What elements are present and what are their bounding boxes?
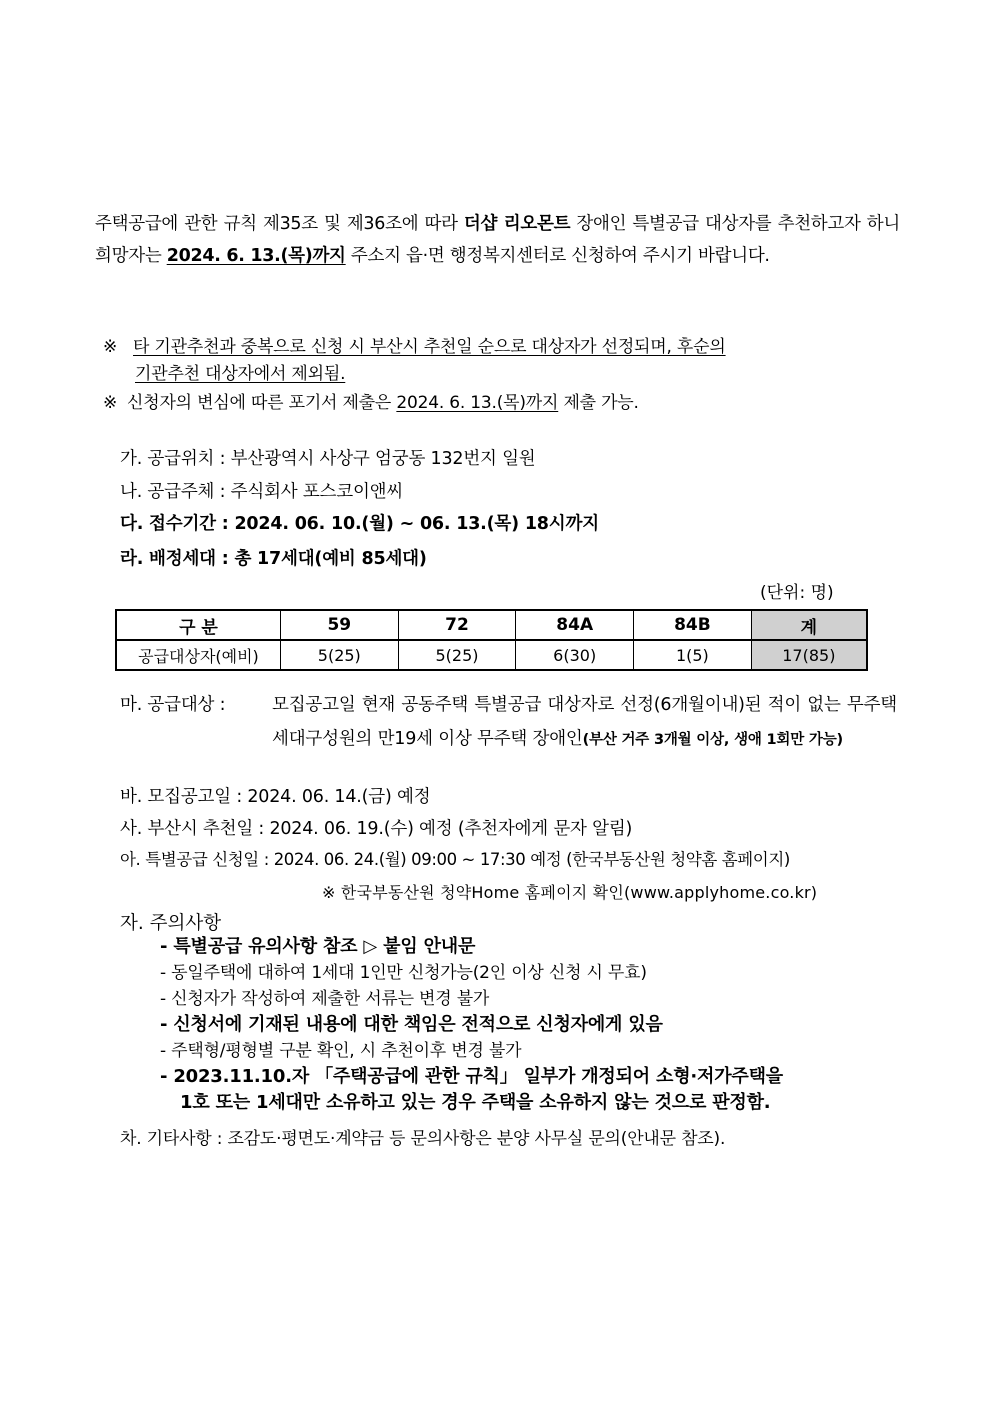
table-header: 59 (280, 610, 398, 640)
table-cell: 6(30) (516, 640, 634, 670)
table-cell: 5(25) (398, 640, 516, 670)
table-unit-label: (단위: 명) (760, 583, 834, 603)
list-item: - 신청서에 기재된 내용에 대한 책임은 전적으로 신청자에게 있음 (160, 1014, 663, 1035)
cautions-title: 자. 주의사항 (120, 913, 222, 934)
item-reception-period: 다. 접수기간 : 2024. 06. 10.(월) ~ 06. 13.(목) 18시까지 (120, 514, 599, 534)
application-deadline: 2024. 6. 13.(목)까지 (166, 246, 346, 266)
note-mark: ※ (103, 337, 118, 357)
note-deadline: 2024. 6. 13.(목)까지 (396, 393, 559, 413)
note-mark: ※ (103, 393, 118, 413)
note-duplicate-application (103, 334, 903, 388)
item-announcement-date: 바. 모집공고일 : 2024. 06. 14.(금) 예정 (120, 787, 431, 807)
cautions-list (160, 934, 783, 1116)
table-header: 구 분 (116, 610, 280, 640)
eligibility-text (272, 688, 897, 757)
list-item: - 특별공급 유의사항 참조 ▷ 붙임 안내문 (160, 936, 476, 957)
intro-text-3: 주소지 읍·면 행정복지센터로 신청하여 주시기 바랍니다. (345, 246, 770, 266)
note-text: 신청자의 변심에 따른 포기서 제출은 (127, 393, 397, 413)
item-other-matters: 차. 기타사항 : 조감도·평면도·계약금 등 문의사항은 분양 사무실 문의(안내문 참조). (120, 1129, 726, 1149)
item-location: 가. 공급위치 : 부산광역시 사상구 엄궁동 132번지 일원 (120, 449, 536, 469)
table-cell-total: 17(85) (751, 640, 867, 670)
allocation-table (115, 609, 868, 671)
project-name: 더샵 리오몬트 (463, 214, 571, 234)
table-row (116, 640, 867, 670)
table-header-total: 계 (751, 610, 867, 640)
table-cell: 5(25) (280, 640, 398, 670)
list-item: - 동일주택에 대하여 1세대 1인만 신청가능(2인 이상 신청 시 무효) (160, 963, 647, 983)
intro-text-2: 장애인 특별공급 대상자를 추천하고자 하니 희망자는 (95, 214, 900, 266)
applyhome-note: ※ 한국부동산원 청약Home 홈페이지 확인(www.applyhome.co.kr) (322, 883, 818, 902)
list-item: - 주택형/평형별 구분 확인, 시 추천이후 변경 불가 (160, 1041, 522, 1061)
note-line: 기관추천 대상자에서 제외됨. (135, 364, 346, 384)
table-header-row (116, 610, 867, 640)
intro-text-1: 주택공급에 관한 규칙 제35조 및 제36조에 따라 (95, 214, 464, 234)
table-cell: 1(5) (634, 640, 752, 670)
list-item-continuation: 1호 또는 1세대만 소유하고 있는 경우 주택을 소유하지 않는 것으로 판정함. (180, 1092, 771, 1113)
note-withdrawal (103, 390, 903, 417)
list-item: - 신청자가 작성하여 제출한 서류는 변경 불가 (160, 989, 490, 1009)
item-allocation: 라. 배정세대 : 총 17세대(예비 85세대) (120, 549, 427, 569)
list-item: - 2023.11.10.자 「주택공급에 관한 규칙」 일부가 개정되어 소형·저가주택을 (160, 1066, 783, 1087)
table-header: 84B (634, 610, 752, 640)
note-line: 타 기관추천과 중복으로 신청 시 부산시 추천일 순으로 대상자가 선정되며, 후순의 (133, 337, 726, 357)
eligibility-condition: (부산 거주 3개월 이상, 생애 1회만 가능) (582, 732, 843, 748)
item-application-date: 아. 특별공급 신청일 : 2024. 06. 24.(월) 09:00 ~ 17:30 예정 (한국부동산원 청약홈 홈페이지) (120, 850, 790, 869)
table-cell: 공급대상자(예비) (116, 640, 280, 670)
table-header: 84A (516, 610, 634, 640)
intro-paragraph (95, 208, 900, 272)
table-header: 72 (398, 610, 516, 640)
item-supplier: 나. 공급주체 : 주식회사 포스코이앤씨 (120, 482, 404, 502)
note-text: 제출 가능. (558, 393, 639, 413)
eligibility-label: 마. 공급대상 : (120, 695, 226, 715)
item-recommendation-date: 사. 부산시 추천일 : 2024. 06. 19.(수) 예정 (추천자에게 문자 알림) (120, 819, 633, 839)
eligibility-body: 모집공고일 현재 공동주택 특별공급 대상자로 선정(6개월이내)된 적이 없는 무주택 세대구성원의 만19세 이상 무주택 장애인 (272, 695, 897, 749)
